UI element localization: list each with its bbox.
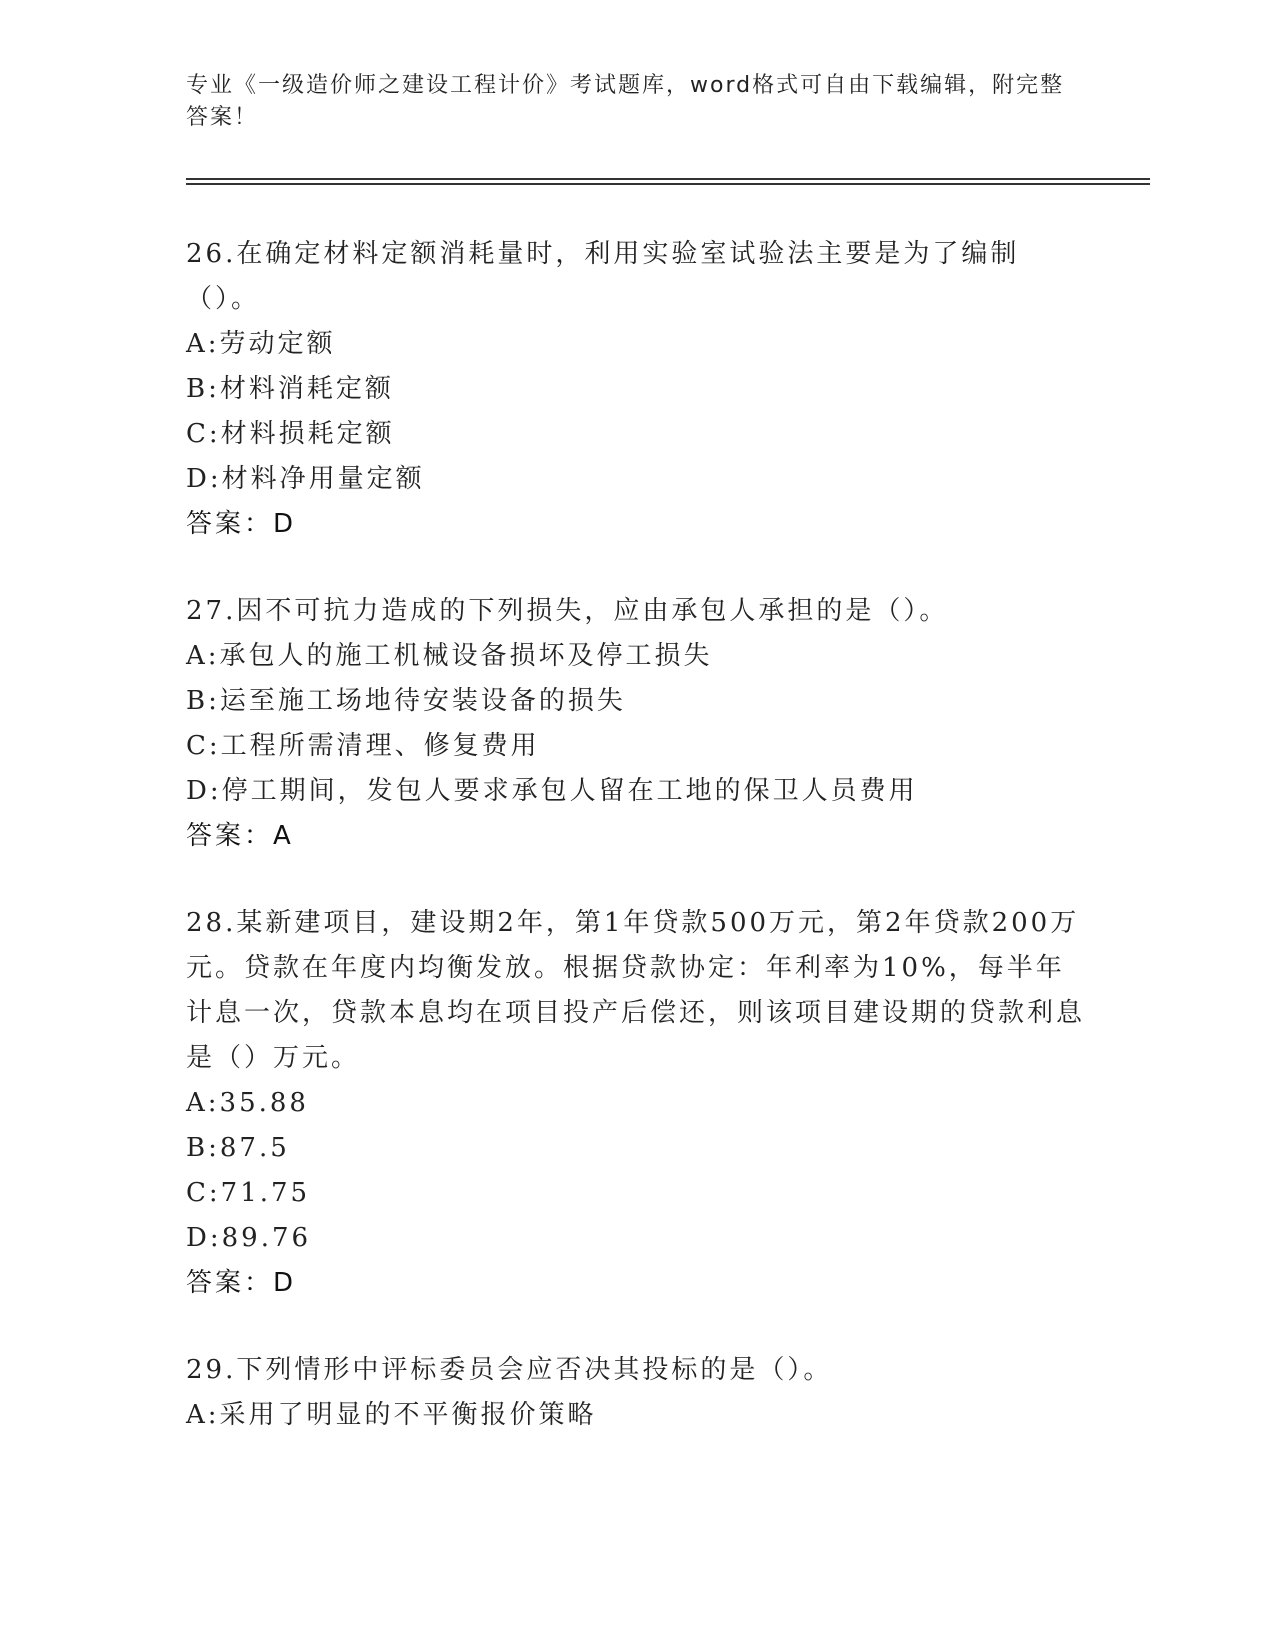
option-c: C:71.75 bbox=[186, 1178, 311, 1208]
header-rule-bottom bbox=[186, 183, 1150, 185]
option-b: B:运至施工场地待安装设备的损失 bbox=[186, 686, 626, 716]
option-d: D:停工期间，发包人要求承包人留在工地的保卫人员费用 bbox=[186, 776, 918, 806]
option-d: D:89.76 bbox=[186, 1223, 312, 1253]
option-a: A:承包人的施工机械设备损坏及停工损失 bbox=[186, 641, 713, 671]
document-header: 专业《一级造价师之建设工程计价》考试题库，word格式可自由下载编辑，附完整答案！ bbox=[186, 73, 1065, 130]
question-stem: 27.因不可抗力造成的下列损失，应由承包人承担的是（）。 bbox=[186, 596, 949, 626]
question-list bbox=[186, 232, 1086, 1480]
answer-line: 答案：A bbox=[186, 821, 294, 851]
option-b: B:材料消耗定额 bbox=[186, 374, 394, 404]
question-stem: 26.在确定材料定额消耗量时，利用实验室试验法主要是为了编制（）。 bbox=[186, 239, 1020, 314]
answer-line: 答案：D bbox=[186, 509, 297, 539]
question-stem: 28.某新建项目，建设期2年，第1年贷款500万元，第2年贷款200万元。贷款在年度内均衡发放。根据贷款协定：年利率为10%，每半年计息一次，贷款本息均在项目投产后偿还，则该项目建设期的贷款利息是（）万元。 bbox=[186, 908, 1086, 1073]
option-c: C:材料损耗定额 bbox=[186, 419, 395, 449]
option-d: D:材料净用量定额 bbox=[186, 464, 425, 494]
question-26 bbox=[186, 232, 1086, 547]
option-a: A:劳动定额 bbox=[186, 329, 336, 359]
question-27 bbox=[186, 589, 1086, 859]
question-stem: 29.下列情形中评标委员会应否决其投标的是（）。 bbox=[186, 1355, 833, 1385]
option-b: B:87.5 bbox=[186, 1133, 290, 1163]
answer-line: 答案：D bbox=[186, 1268, 297, 1298]
option-a: A:35.88 bbox=[186, 1088, 309, 1118]
option-a: A:采用了明显的不平衡报价策略 bbox=[186, 1400, 597, 1430]
header-rule-top bbox=[186, 178, 1150, 180]
question-29 bbox=[186, 1348, 1086, 1438]
question-28 bbox=[186, 901, 1086, 1306]
option-c: C:工程所需清理、修复费用 bbox=[186, 731, 540, 761]
